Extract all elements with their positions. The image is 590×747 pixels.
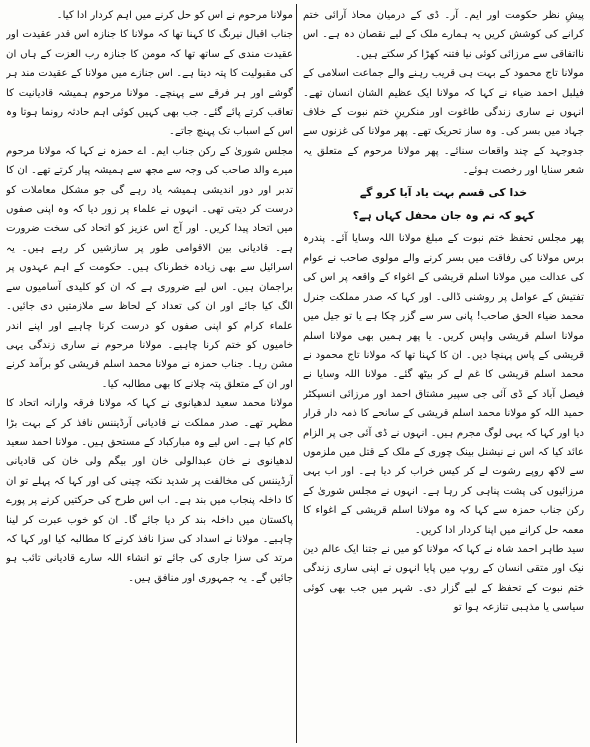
- paragraph: سید طاہر احمد شاہ نے کہا کہ مولانا کو میں نے جتنا ایک عالم دین نیک اور متقی انسان کے روپ میں پایا انہوں نے اپنی ساری زندگی ختم نبوت کے تحفظ کے لیے گزار دی۔ شہر میں جب بھی کوئی سیاسی یا مذہبی تنازعہ ہوا تو: [303, 543, 584, 614]
- left-column: [6, 6, 293, 743]
- right-column: [303, 6, 584, 743]
- paragraph: مولانا تاج محمود کے بہت ہی قریب رہنے والے جماعت اسلامی کے فیلبل احمد ضیاء نے کہا کہ مولانا ایک عظیم الشان انسان تھے۔ انہوں نے ساری زندگی طاغوت اور منکرینِ ختم نبوت کے خلاف جہاد میں بسر کی۔ وہ ساز تحریک تھے۔ پھر مولانا کی غزنوں سے جدوجہد کے چند واقعات سنائے۔ پھر مولانا مرحوم کے متعلق یہ شعر سنایا اور رخصت ہوئے۔: [303, 68, 584, 177]
- column-divider: [296, 4, 297, 743]
- paragraph: پھر مجلس تحفظ ختم نبوت کے مبلغ مولانا اللہ وسایا آئے۔ پندرہ برس مولانا کی رفاقت میں بسر کرنے والے مولوی صاحب نے عوام کی عدالت میں مولانا اسلم قریشی کے اغواء کے واقعہ پر اس کی تفتیش کے عوامل پر روشنی ڈالی۔ اور کہا کہ صدر مملکت جنرل محمد ضیاء الحق صاحب! پانی سر سے گزر چکا ہے یا تو جیل میں مولانا اسلم قریشی واپس کریں۔ یا پھر ہمیں بھی مولانا اسلم قریشی کے پاس پہنچا دیں۔ ان کا کہنا تھا کہ مولانا تاج محمود نے محمد اسلم قریشی کا غم لے کر بیٹھ گئے۔ مولانا اللہ وسایا نے فیصل آباد کے ڈی آئی جی سپیر مشتاق احمد اور مرزائی انسپکٹر حمید اللہ کو مولانا محمد اسلم قریشی کے سانحے کا ذمہ دار قرار دیا اور کہا کہ یہی لوگ مجرم ہیں۔ انہوں نے ڈی آئی جی پر الزام عائد کیا کہ اس نے نیشنل بینک چوری کے ملک کے قتل میں ملزموں سے لاکھ روپے رشوت لے کر کیس خراب کر دیا ہے۔ اور اب یہی مرزائیوں کی پشت پناہی کر رہا ہے۔ انہوں نے مجلس شوریٰ کے رکن جناب حمزہ سے کہا کہ وہ مولانا اسلم قریشی کے اغواء کا معمہ حل کرانے میں اپنا کردار ادا کریں۔: [303, 233, 584, 536]
- paragraph: جناب اقبال نیرنگ کا کہنا تھا کہ مولانا کا جنازہ اس قدر عقیدت اور عقیدت مندی کے ساتھ تھا کہ مومن کا جنازہ رب العزت کے ہاں ان کی مقبولیت کا پتہ دیتا ہے۔ اس جنازے میں مولانا کے عقیدت مند ہر گوشے اور ہر فرقے سے پہنچے۔ مولانا مرحوم ہمیشہ قادیانیت کا تعاقب کرتے پائے گئے۔ جب بھی کہیں کوئی اہم حادثہ رونما ہوتا وہ اس کے اسباب تک پہنچ جاتے۔: [6, 29, 293, 138]
- paragraph: مولانا مرحوم نے اس کو حل کرنے میں اہم کردار ادا کیا۔: [56, 10, 293, 21]
- couplet-line: کہو کہ تم وہ جان محفل کہاں ہے؟: [352, 209, 535, 223]
- paragraph: مولانا محمد سعید لدھیانوی نے کہا کہ مولانا فرقہ وارانہ اتحاد کا مظہر تھے۔ صدر مملکت نے قادیانی آرڈیننس نافذ کر کے بہت بڑا کام کیا ہے۔ اس لیے وہ مبارکباد کے مستحق ہیں۔ مولانا احمد سعید لدھیانوی نے خان عبدالولی خان اور بیگم ولی خان کی قادیانی آرڈیننس کی مخالفت پر شدید نکتہ چینی کی اور کہا کہ پہلے تو ان کا داخلہ پنجاب میں بند ہے۔ اب اس طرح کی حرکتیں کرنے پر پورے پاکستان میں داخلہ بند کر دیا جائے گا۔ ان کو خوب عبرت کر لینا چاہیے۔ مولانا نے اسداد کی سزا نافذ کرنے کا مطالبہ کیا اور کہا کہ مرتد کی سزا جاری کی جائے تو انشاء اللہ سارے قادیانی تائب ہو جائیں گے۔ یہ جمہوری اور منافق ہیں۔: [6, 398, 293, 584]
- couplet-line: خدا کی قسم بہت یاد آیا کرو گے: [359, 185, 528, 199]
- paragraph: پیشِ نظر حکومت اور ایم۔ آر۔ ڈی کے درمیان محاذ آرائی ختم کرانے کی کوشش کریں یہ ہمارے ملک کے لیے نقصان دہ ہے۔ اس نااتفاقی سے مرزائی کوئی نیا فتنہ کھڑا کر سکتے ہیں۔: [303, 10, 584, 60]
- paragraph: مجلس شوریٰ کے رکن جناب ایم۔ اے حمزہ نے کہا کہ مولانا مرحوم میرے والد صاحب کی وجہ سے مجھ سے ہمیشہ پیار کرتے تھے۔ ان کا تدبر اور دور اندیشی ہمیشہ یاد رہے گی جو مشکل معاملات کو درست کر دیتی تھی۔ انہوں نے علماء پر زور دیا کہ وہ اپنی صفوں میں اتحاد پیدا کریں۔ اور آج اس عزیز کو اتحاد کی سخت ضرورت ہے۔ قادیانی بین الاقوامی طور پر سازشیں کر رہے ہیں۔ یہ اسرائیل سے بھی زیادہ خطرناک ہیں۔ حکومت کے اہم عہدوں پر براجمان ہیں۔ اس لیے ضروری ہے کہ ان کو کلیدی آسامیوں سے الگ کیا جائے اور ان کی تعداد کے لحاظ سے ملازمتیں دی جائیں۔ علماء کرام کو اپنی صفوں کو درست کرنا چاہیے اور اپنے اندر خامیوں کو ختم کرنا چاہیے۔ مولانا مرحوم نے ساری زندگی یہی مشن رہا۔ جناب حمزہ نے مولانا محمد اسلم قریشی کو برآمد کرنے اور ان کے متعلق پتہ چلانے کا بھی مطالبہ کیا۔: [6, 145, 293, 390]
